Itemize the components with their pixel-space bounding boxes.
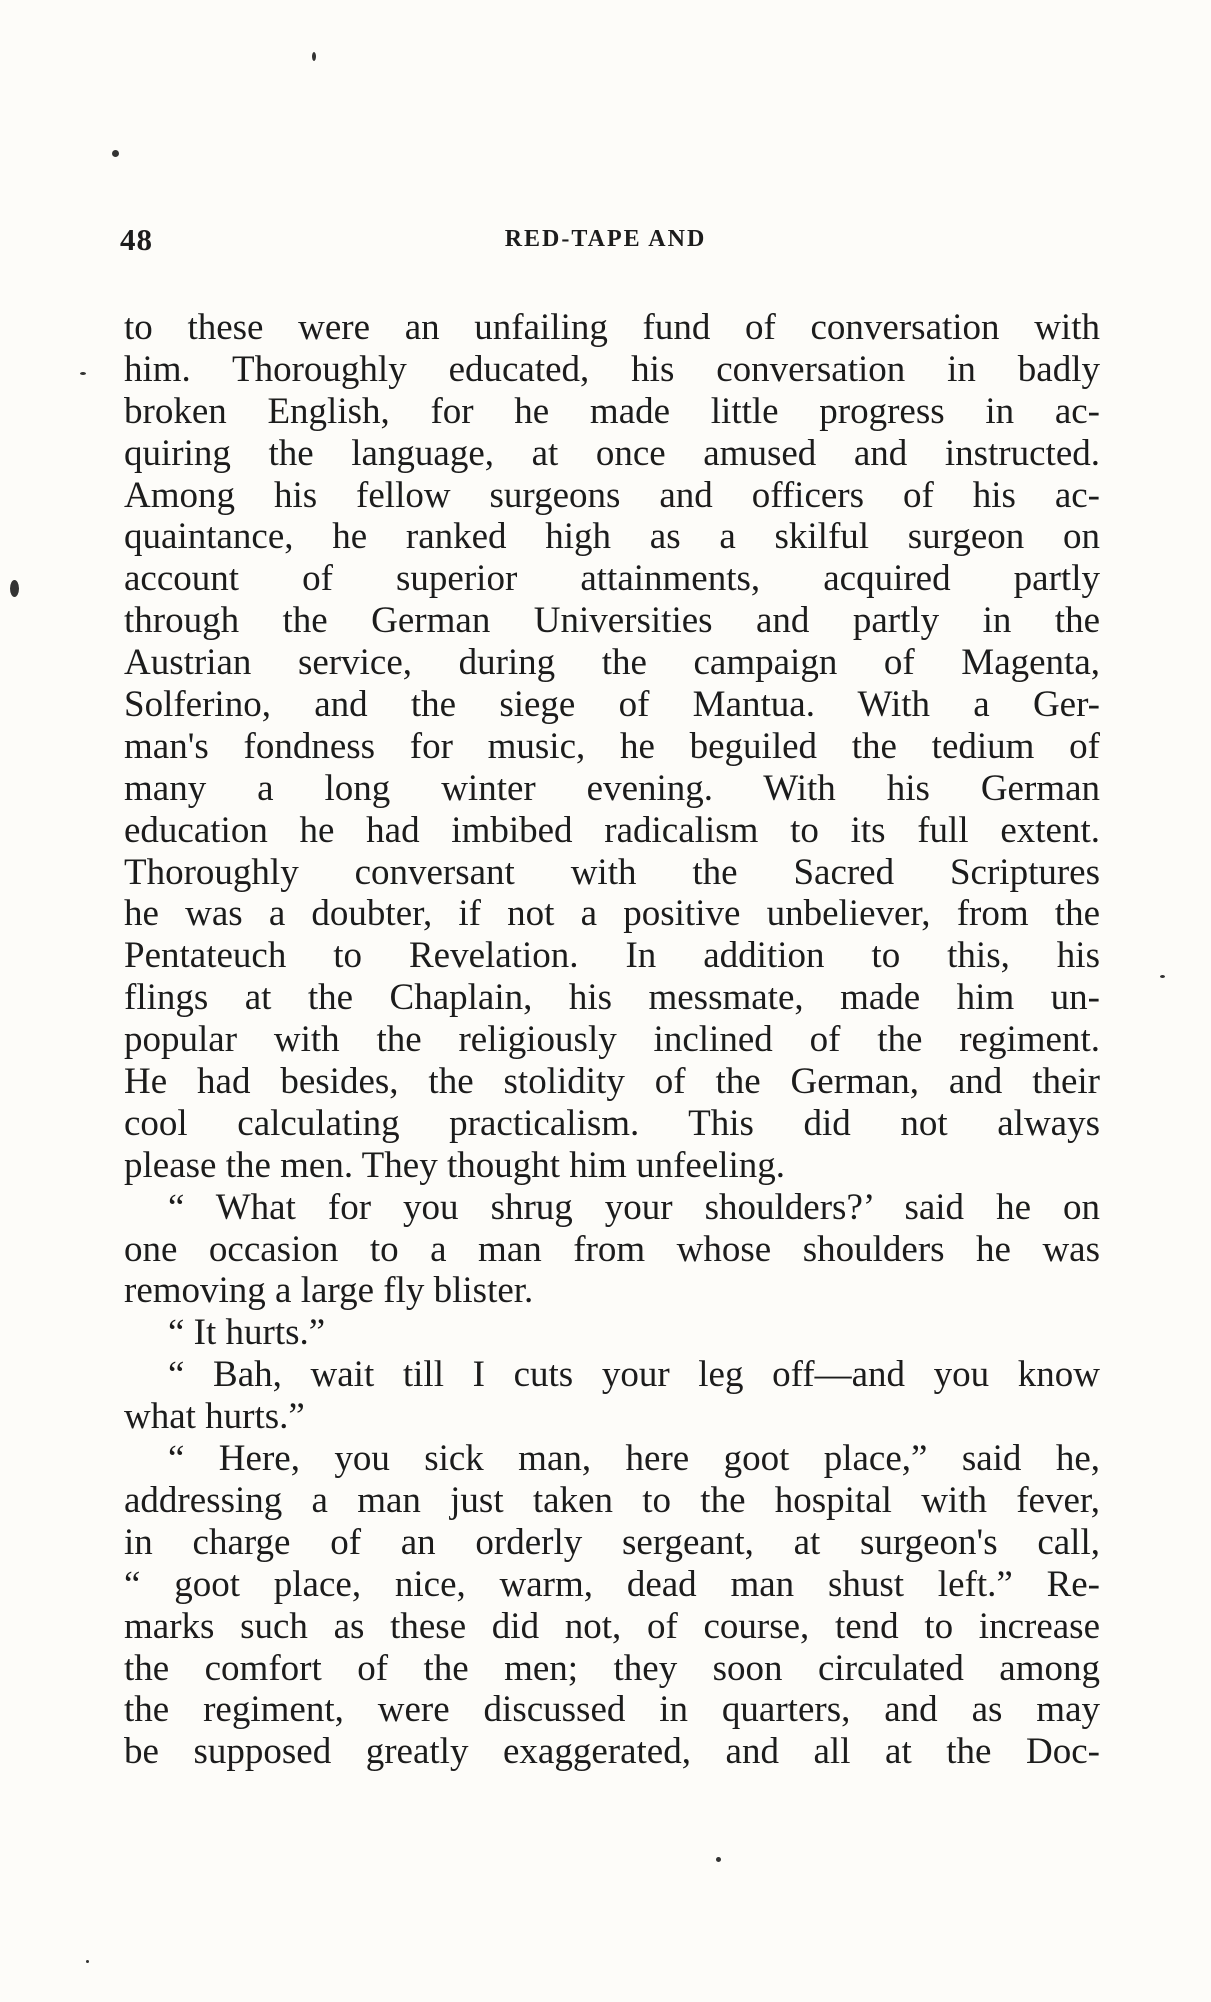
text-line: the comfort of the men; they soon circulated among <box>124 1647 1100 1689</box>
scan-speck <box>1160 975 1165 978</box>
text-line: education he had imbibed radicalism to its full extent. <box>124 809 1100 851</box>
text-line: quiring the language, at once amused and instructed. <box>124 432 1100 474</box>
text-line: account of superior attainments, acquired partly <box>124 558 1100 600</box>
scan-speck <box>716 1857 721 1862</box>
text-line: one occasion to a man from whose shoulders he was <box>124 1228 1100 1270</box>
text-line: Pentateuch to Revelation. In addition to this, his <box>124 935 1100 977</box>
text-line: man's fondness for music, he beguiled the tedium of <box>124 725 1100 767</box>
text-line: flings at the Chaplain, his messmate, made him un- <box>124 977 1100 1019</box>
text-line: marks such as these did not, of course, tend to increase <box>124 1605 1100 1647</box>
scan-speck <box>86 1960 89 1963</box>
text-line: “ Bah, wait till I cuts your leg off—and you know <box>168 1354 1100 1396</box>
text-line: removing a large fly blister. <box>124 1270 534 1312</box>
text-line: through the German Universities and partly in the <box>124 600 1100 642</box>
text-line: He had besides, the stolidity of the German, and their <box>124 1061 1100 1103</box>
text-line: “ It hurts.” <box>168 1312 326 1354</box>
text-line: addressing a man just taken to the hospital with fever, <box>124 1479 1100 1521</box>
text-line: he was a doubter, if not a positive unbeliever, from the <box>124 893 1100 935</box>
text-line: Among his fellow surgeons and officers of his ac- <box>124 474 1100 516</box>
text-line: cool calculating practicalism. This did not always <box>124 1102 1100 1144</box>
text-line: in charge of an orderly sergeant, at surgeon's call, <box>124 1521 1100 1563</box>
text-line: to these were an unfailing fund of conversation with <box>124 307 1100 348</box>
scan-speck <box>80 372 86 375</box>
running-head: RED-TAPE AND <box>504 226 707 252</box>
text-line: “ What for you shrug your shoulders?’ said he on <box>168 1186 1100 1228</box>
text-line: the regiment, were discussed in quarters, and as may <box>124 1689 1100 1731</box>
body-text <box>124 307 1100 1773</box>
text-line: Solferino, and the siege of Mantua. With a Ger- <box>124 684 1100 726</box>
text-line: please the men. They thought him unfeeling. <box>124 1144 786 1186</box>
text-line: quaintance, he ranked high as a skilful surgeon on <box>124 516 1100 558</box>
text-line: many a long winter evening. With his German <box>124 767 1100 809</box>
scan-speck <box>112 150 119 157</box>
text-line: Austrian service, during the campaign of Magenta, <box>124 642 1100 684</box>
scan-speck <box>312 52 316 61</box>
text-line: be supposed greatly exaggerated, and all at the Doc- <box>124 1731 1100 1773</box>
page-number: 48 <box>120 222 153 257</box>
text-line: what hurts.” <box>124 1396 305 1438</box>
text-line: Thoroughly conversant with the Sacred Scriptures <box>124 851 1100 893</box>
text-line: “ Here, you sick man, here goot place,” said he, <box>168 1438 1100 1480</box>
text-line: “ goot place, nice, warm, dead man shust left.” Re- <box>124 1563 1100 1605</box>
text-line: popular with the religiously inclined of the regiment. <box>124 1019 1100 1061</box>
text-line: him. Thoroughly educated, his conversation in badly <box>124 348 1100 390</box>
scan-speck <box>10 580 19 597</box>
text-line: broken English, for he made little progress in ac- <box>124 390 1100 432</box>
